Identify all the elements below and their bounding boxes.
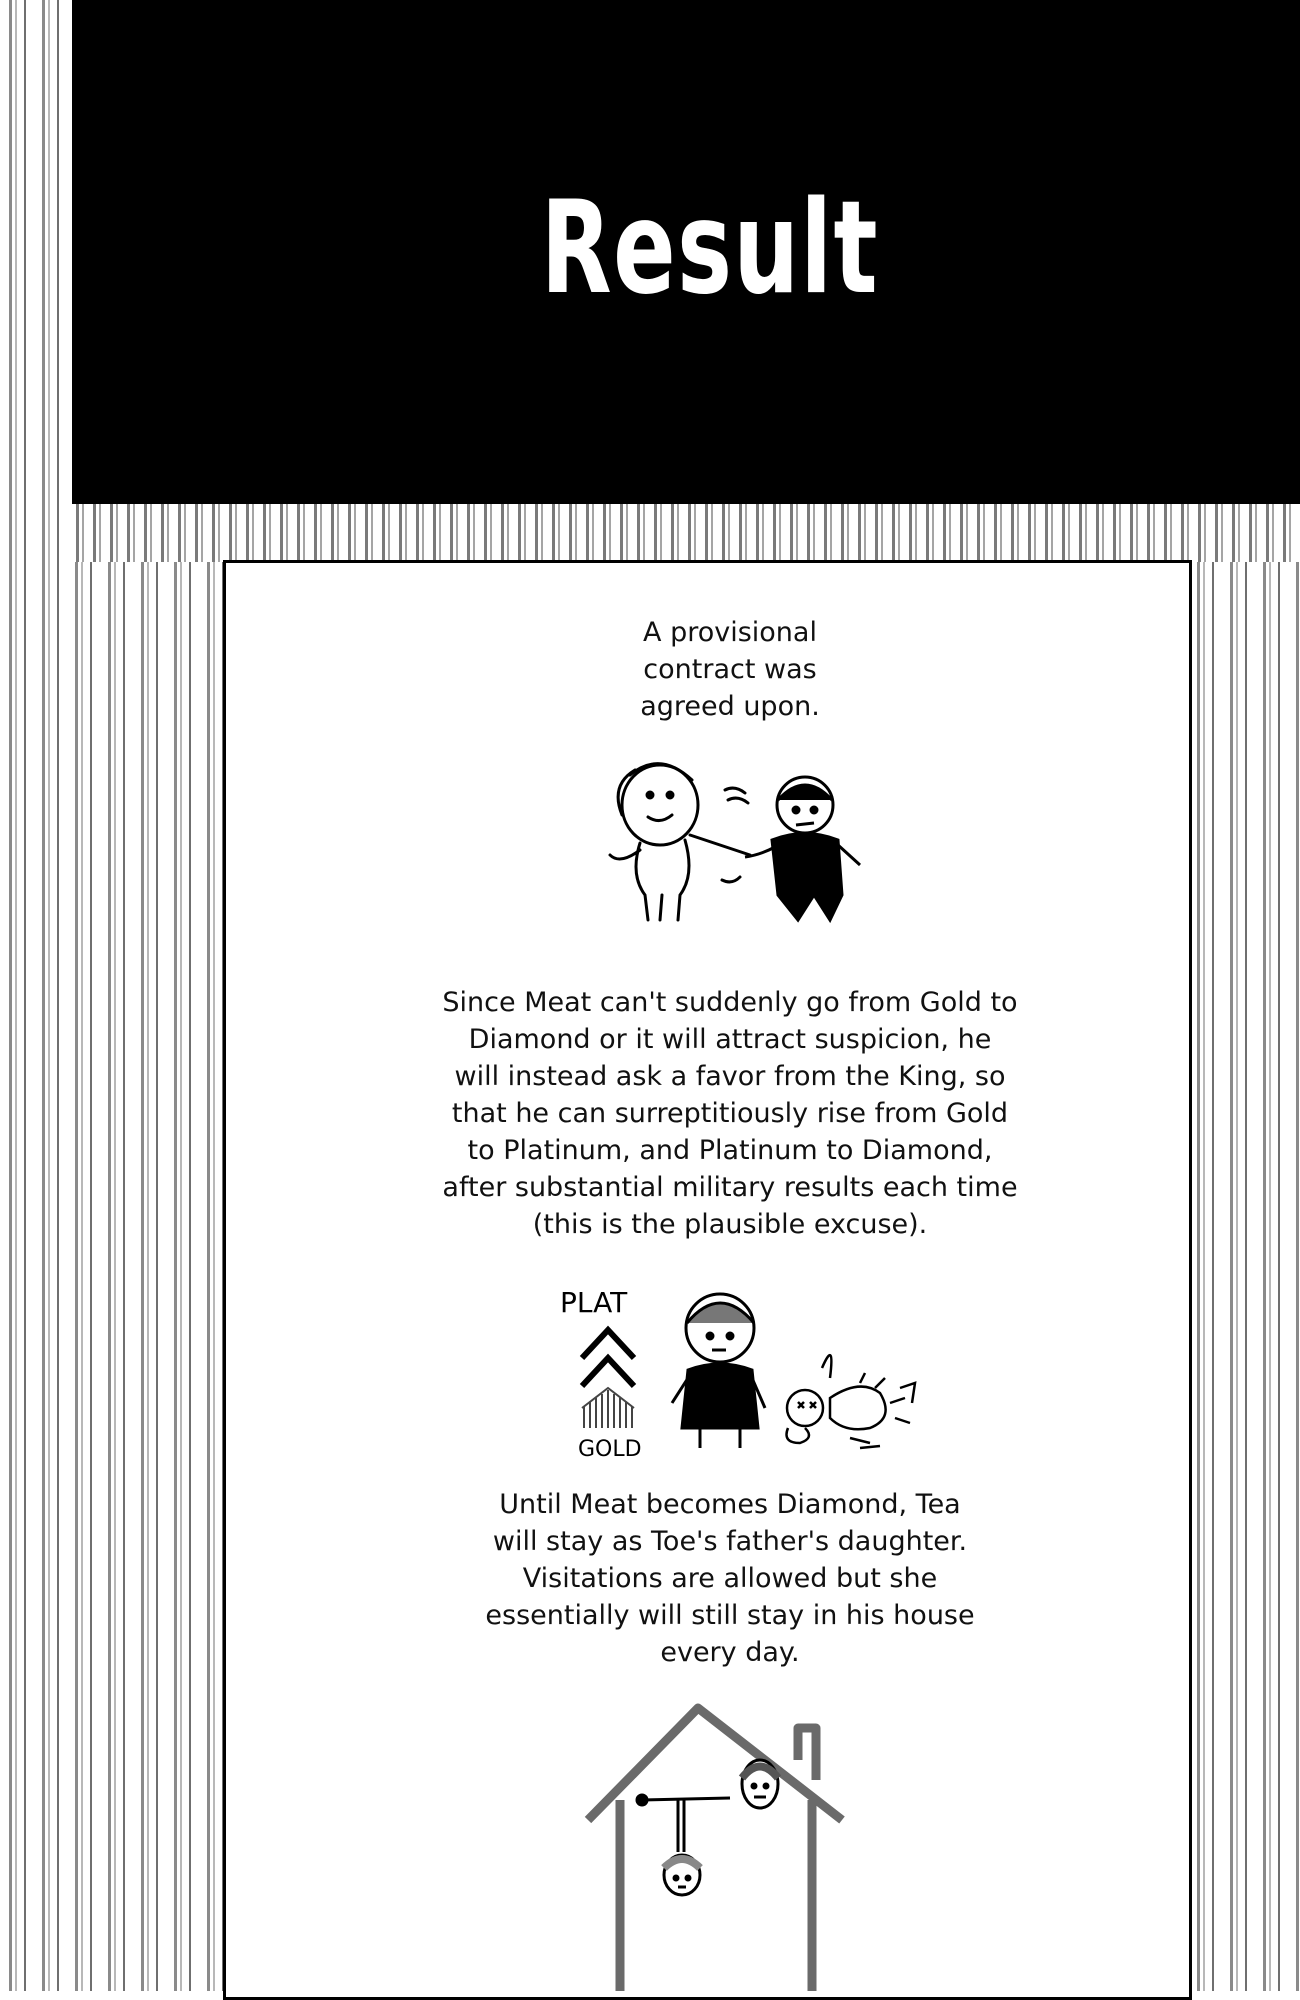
caption-rank-plan: Since Meat can't suddenly go from Gold to Diamond or it will attract suspicion, he will instead ask a favor from the King, so that he can surreptitiously rise from Gold to Platinum, and Platinum to Diamond, after substantial military results each time (this is the plausible excuse).: [442, 987, 1018, 1240]
caption-visitation: Until Meat becomes Diamond, Tea will stay as Toe's father's daughter. Visitations are allowed but she essentially will still stay in his house every day.: [485, 1489, 975, 1668]
rank-up-illustration: [560, 1278, 940, 1463]
caption-contract: A provisional contract was agreed upon.: [640, 617, 820, 722]
house-illustration: [580, 1700, 850, 1991]
plat-label: PLAT: [560, 1286, 628, 1319]
handshake-illustration: [600, 755, 870, 930]
gold-label: GOLD: [578, 1437, 642, 1462]
stripe-band: [72, 504, 1300, 562]
page-title: Result: [540, 174, 879, 323]
